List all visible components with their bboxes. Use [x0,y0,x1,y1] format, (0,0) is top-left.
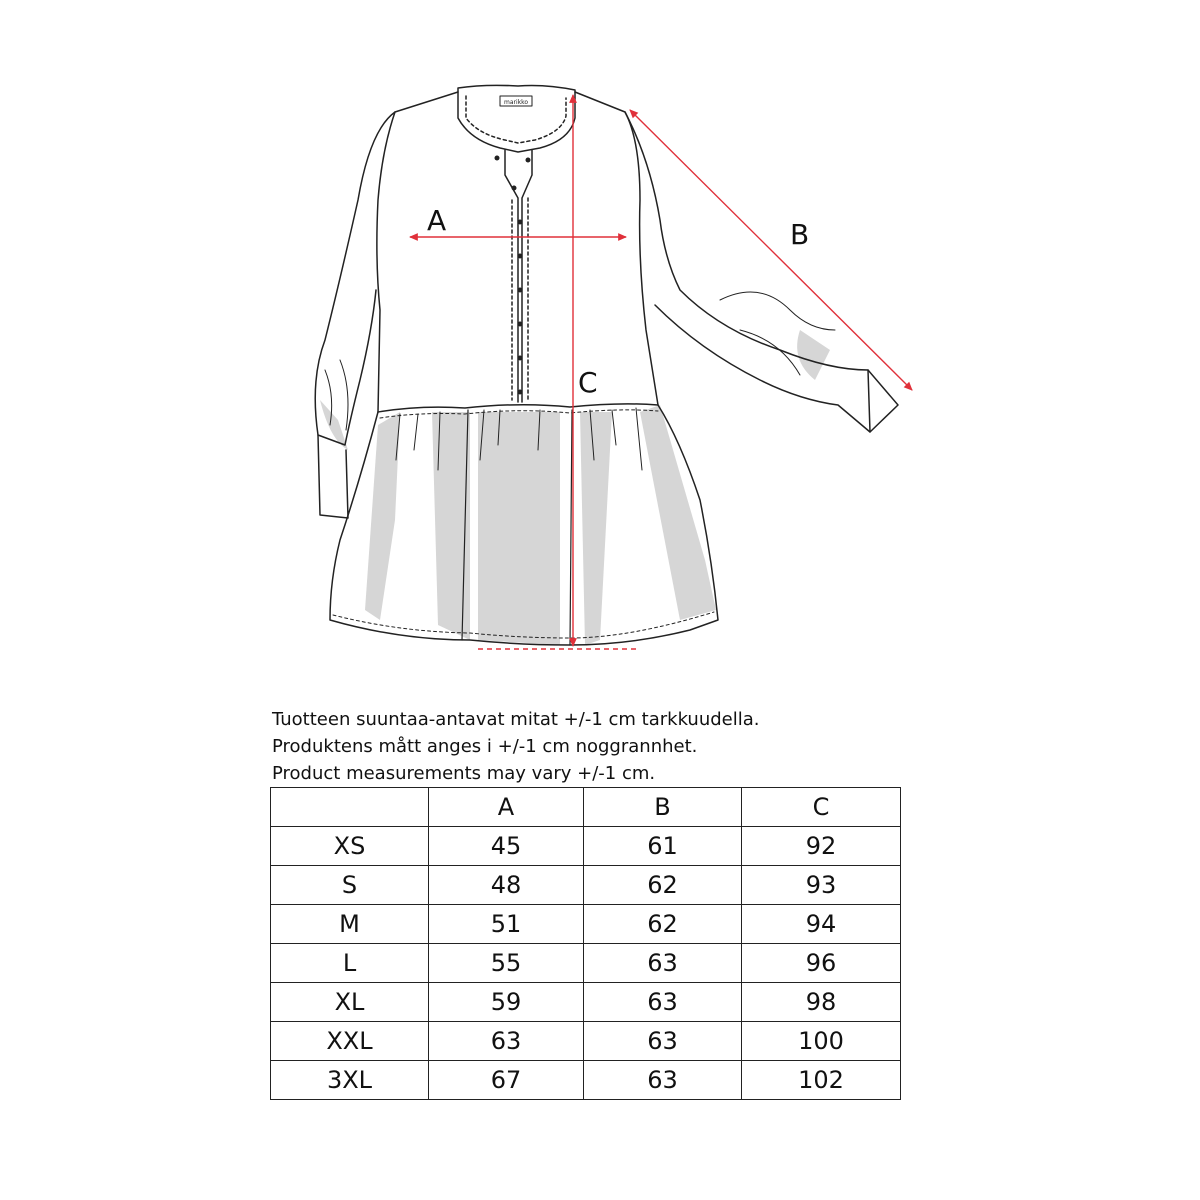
value-c: 94 [742,905,901,944]
table-row [271,944,901,983]
label-b: B [790,218,810,251]
header-b: B [584,788,742,827]
table-row [271,866,901,905]
table-header-row [271,788,901,827]
value-b: 63 [584,1022,742,1061]
note-swedish: Produktens mått anges i +/-1 cm noggrannhet. [272,736,698,757]
size-table [270,787,901,1100]
value-c: 92 [742,827,901,866]
value-b: 62 [584,866,742,905]
size-cell: M [271,905,429,944]
note-english: Product measurements may vary +/-1 cm. [272,763,656,784]
measurement-notes [272,706,972,787]
value-a: 55 [429,944,584,983]
value-c: 100 [742,1022,901,1061]
value-c: 102 [742,1061,901,1100]
size-cell: S [271,866,429,905]
header-c: C [742,788,901,827]
header-a: A [429,788,584,827]
size-cell: 3XL [271,1061,429,1100]
size-cell: XL [271,983,429,1022]
value-c: 98 [742,983,901,1022]
label-a: A [427,204,447,237]
size-cell: L [271,944,429,983]
value-a: 59 [429,983,584,1022]
table-row [271,905,901,944]
value-a: 63 [429,1022,584,1061]
value-a: 45 [429,827,584,866]
arrow-b [630,110,912,390]
value-b: 63 [584,1061,742,1100]
header-empty [271,788,429,827]
table-row [271,1061,901,1100]
table-row [271,983,901,1022]
table-row [271,827,901,866]
brand-tag: marikko [503,99,529,106]
size-cell: XXL [271,1022,429,1061]
note-finnish: Tuotteen suuntaa-antavat mitat +/-1 cm tarkkuudella. [272,709,760,730]
size-cell: XS [271,827,429,866]
value-a: 48 [429,866,584,905]
value-b: 63 [584,983,742,1022]
value-a: 67 [429,1061,584,1100]
value-b: 62 [584,905,742,944]
label-c: C [578,366,598,399]
table-row [271,1022,901,1061]
value-b: 61 [584,827,742,866]
value-b: 63 [584,944,742,983]
value-c: 96 [742,944,901,983]
value-a: 51 [429,905,584,944]
value-c: 93 [742,866,901,905]
